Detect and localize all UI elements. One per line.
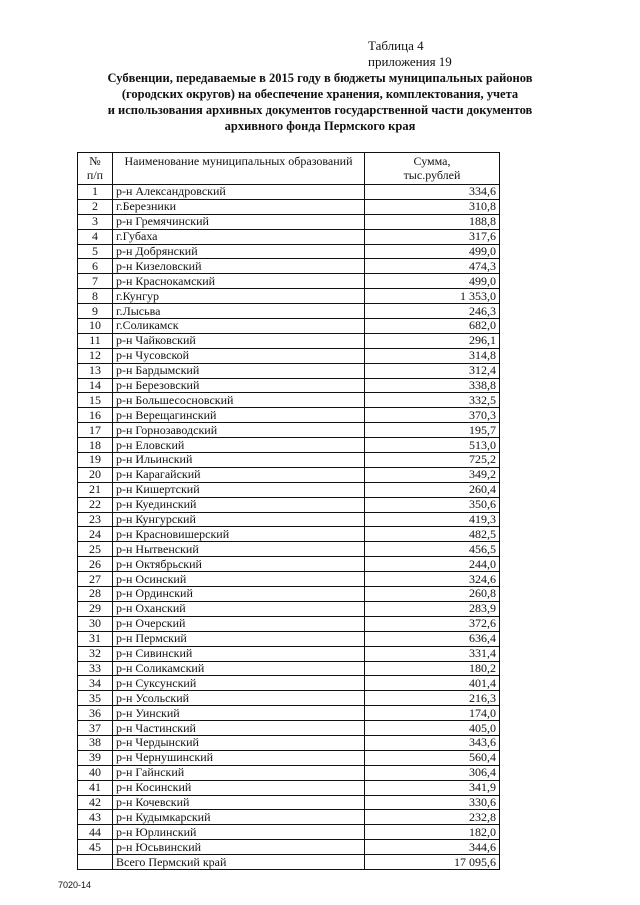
- row-municipality: р-н Юсьвинский: [113, 840, 365, 855]
- table-row: [78, 810, 500, 825]
- table-row: [78, 319, 500, 334]
- header-sum: [365, 153, 500, 185]
- row-sum: 419,3: [365, 512, 500, 527]
- row-number: 36: [78, 706, 113, 721]
- row-municipality: г.Березники: [113, 199, 365, 214]
- table-row: [78, 438, 500, 453]
- row-number: 44: [78, 825, 113, 840]
- table-row: [78, 527, 500, 542]
- title-line-2: (городских округов) на обеспечение хранения, комплектования, учета: [121, 87, 519, 101]
- table-header-row: [78, 153, 500, 185]
- row-sum: 350,6: [365, 497, 500, 512]
- table-row: [78, 631, 500, 646]
- table-row: [78, 214, 500, 229]
- row-municipality: р-н Кишертский: [113, 482, 365, 497]
- header-number: [78, 153, 113, 185]
- row-number: 33: [78, 661, 113, 676]
- row-sum: 401,4: [365, 676, 500, 691]
- row-municipality: р-н Еловский: [113, 438, 365, 453]
- row-number: 1: [78, 185, 113, 200]
- row-sum: 324,6: [365, 572, 500, 587]
- row-municipality: р-н Октябрьский: [113, 557, 365, 572]
- row-sum: 499,0: [365, 244, 500, 259]
- row-municipality: р-н Чернушинский: [113, 750, 365, 765]
- row-municipality: р-н Ординский: [113, 587, 365, 602]
- table-row: [78, 259, 500, 274]
- row-number: 9: [78, 304, 113, 319]
- row-sum: 310,8: [365, 199, 500, 214]
- row-sum: 283,9: [365, 601, 500, 616]
- table-row: [78, 393, 500, 408]
- row-municipality: г.Губаха: [113, 229, 365, 244]
- table-body: [78, 185, 500, 855]
- row-municipality: р-н Краснокамский: [113, 274, 365, 289]
- row-number: 41: [78, 780, 113, 795]
- table-row: [78, 646, 500, 661]
- row-number: 39: [78, 750, 113, 765]
- table-row: [78, 244, 500, 259]
- row-municipality: р-н Чайковский: [113, 333, 365, 348]
- row-sum: 306,4: [365, 765, 500, 780]
- row-municipality: р-н Сивинский: [113, 646, 365, 661]
- table-row: [78, 840, 500, 855]
- table-row: [78, 512, 500, 527]
- row-sum: 314,8: [365, 348, 500, 363]
- header-sum-unit: тыс.рублей: [403, 168, 461, 182]
- row-municipality: г.Соликамск: [113, 319, 365, 334]
- row-number: 23: [78, 512, 113, 527]
- row-municipality: р-н Частинский: [113, 721, 365, 736]
- row-municipality: р-н Нытвенский: [113, 542, 365, 557]
- row-number: 43: [78, 810, 113, 825]
- row-sum: 341,9: [365, 780, 500, 795]
- row-number: 27: [78, 572, 113, 587]
- row-sum: 332,5: [365, 393, 500, 408]
- row-municipality: р-н Кочевский: [113, 795, 365, 810]
- table-row: [78, 497, 500, 512]
- row-sum: 174,0: [365, 706, 500, 721]
- row-number: 3: [78, 214, 113, 229]
- row-number: 17: [78, 423, 113, 438]
- row-sum: 244,0: [365, 557, 500, 572]
- table-row: [78, 348, 500, 363]
- row-municipality: р-н Оханский: [113, 601, 365, 616]
- appendix-reference: приложения 19: [368, 54, 452, 69]
- row-municipality: р-н Карагайский: [113, 467, 365, 482]
- row-number: 37: [78, 721, 113, 736]
- row-municipality: р-н Гайнский: [113, 765, 365, 780]
- row-sum: 246,3: [365, 304, 500, 319]
- title-line-3: и использования архивных документов государственной части документов: [107, 103, 533, 117]
- table-row: [78, 557, 500, 572]
- header-name: Наименование муниципальных образований: [113, 153, 365, 185]
- row-number: 5: [78, 244, 113, 259]
- table-row: [78, 378, 500, 393]
- row-sum: 331,4: [365, 646, 500, 661]
- row-sum: 232,8: [365, 810, 500, 825]
- header-sum-label: Сумма,: [413, 154, 451, 168]
- row-sum: 334,6: [365, 185, 500, 200]
- row-number: 26: [78, 557, 113, 572]
- row-municipality: г.Кунгур: [113, 289, 365, 304]
- document-title: [60, 70, 580, 134]
- table-row: [78, 616, 500, 631]
- table-row: [78, 453, 500, 468]
- table-row: [78, 482, 500, 497]
- row-sum: 296,1: [365, 333, 500, 348]
- table-row: [78, 795, 500, 810]
- row-municipality: г.Лысьва: [113, 304, 365, 319]
- row-number: 28: [78, 587, 113, 602]
- row-number: 2: [78, 199, 113, 214]
- row-municipality: р-н Александровский: [113, 185, 365, 200]
- row-sum: 343,6: [365, 735, 500, 750]
- row-sum: 317,6: [365, 229, 500, 244]
- total-number-cell: [78, 855, 113, 870]
- row-municipality: р-н Чердынский: [113, 735, 365, 750]
- row-number: 22: [78, 497, 113, 512]
- row-municipality: р-н Осинский: [113, 572, 365, 587]
- row-number: 29: [78, 601, 113, 616]
- row-sum: 349,2: [365, 467, 500, 482]
- row-number: 45: [78, 840, 113, 855]
- row-sum: 370,3: [365, 408, 500, 423]
- row-number: 16: [78, 408, 113, 423]
- table-row: [78, 467, 500, 482]
- table-row: [78, 691, 500, 706]
- table-row: [78, 721, 500, 736]
- row-number: 34: [78, 676, 113, 691]
- row-number: 4: [78, 229, 113, 244]
- row-sum: 372,6: [365, 616, 500, 631]
- row-sum: 499,0: [365, 274, 500, 289]
- row-sum: 636,4: [365, 631, 500, 646]
- table-row: [78, 304, 500, 319]
- table-row: [78, 274, 500, 289]
- row-sum: 330,6: [365, 795, 500, 810]
- row-municipality: р-н Кудымкарский: [113, 810, 365, 825]
- table-row: [78, 825, 500, 840]
- table-row: [78, 661, 500, 676]
- row-number: 38: [78, 735, 113, 750]
- table-row: [78, 676, 500, 691]
- row-municipality: р-н Березовский: [113, 378, 365, 393]
- row-sum: 474,3: [365, 259, 500, 274]
- row-municipality: р-н Кизеловский: [113, 259, 365, 274]
- title-line-1: Субвенции, передаваемые в 2015 году в бюджеты муниципальных районов: [107, 71, 533, 85]
- row-municipality: р-н Пермский: [113, 631, 365, 646]
- row-sum: 482,5: [365, 527, 500, 542]
- row-municipality: р-н Верещагинский: [113, 408, 365, 423]
- row-number: 21: [78, 482, 113, 497]
- row-number: 24: [78, 527, 113, 542]
- table-row: [78, 601, 500, 616]
- row-sum: 338,8: [365, 378, 500, 393]
- table-number: Таблица 4: [368, 38, 424, 53]
- row-sum: 725,2: [365, 453, 500, 468]
- table-row: [78, 572, 500, 587]
- row-number: 20: [78, 467, 113, 482]
- table-row: [78, 363, 500, 378]
- row-sum: 513,0: [365, 438, 500, 453]
- row-municipality: р-н Усольский: [113, 691, 365, 706]
- title-line-4: архивного фонда Пермского края: [224, 119, 416, 133]
- table-row: [78, 542, 500, 557]
- row-sum: 260,8: [365, 587, 500, 602]
- table-row: [78, 780, 500, 795]
- table-row: [78, 423, 500, 438]
- table-row: [78, 199, 500, 214]
- row-municipality: р-н Ильинский: [113, 453, 365, 468]
- row-number: 6: [78, 259, 113, 274]
- row-sum: 560,4: [365, 750, 500, 765]
- row-sum: 405,0: [365, 721, 500, 736]
- row-number: 35: [78, 691, 113, 706]
- row-sum: 180,2: [365, 661, 500, 676]
- row-municipality: р-н Уинский: [113, 706, 365, 721]
- table-row: [78, 229, 500, 244]
- row-municipality: р-н Кунгурский: [113, 512, 365, 527]
- document-code: 7020-14: [58, 880, 92, 890]
- row-municipality: р-н Добрянский: [113, 244, 365, 259]
- row-municipality: р-н Гремячинский: [113, 214, 365, 229]
- row-municipality: р-н Косинский: [113, 780, 365, 795]
- row-number: 42: [78, 795, 113, 810]
- row-number: 18: [78, 438, 113, 453]
- row-sum: 344,6: [365, 840, 500, 855]
- row-sum: 188,8: [365, 214, 500, 229]
- row-sum: 260,4: [365, 482, 500, 497]
- table-row: [78, 185, 500, 200]
- row-number: 10: [78, 319, 113, 334]
- row-municipality: р-н Юрлинский: [113, 825, 365, 840]
- table-row: [78, 587, 500, 602]
- table-reference: [368, 38, 452, 70]
- row-municipality: р-н Горнозаводский: [113, 423, 365, 438]
- row-number: 32: [78, 646, 113, 661]
- total-row: [78, 855, 500, 870]
- row-sum: 456,5: [365, 542, 500, 557]
- row-municipality: р-н Соликамский: [113, 661, 365, 676]
- row-municipality: р-н Очерский: [113, 616, 365, 631]
- header-number-symbol: №: [89, 154, 101, 168]
- row-sum: 682,0: [365, 319, 500, 334]
- row-sum: 1 353,0: [365, 289, 500, 304]
- table-row: [78, 408, 500, 423]
- row-number: 12: [78, 348, 113, 363]
- row-municipality: р-н Большесосновский: [113, 393, 365, 408]
- row-number: 8: [78, 289, 113, 304]
- row-sum: 182,0: [365, 825, 500, 840]
- row-number: 11: [78, 333, 113, 348]
- row-municipality: р-н Чусовской: [113, 348, 365, 363]
- row-municipality: р-н Бардымский: [113, 363, 365, 378]
- table-row: [78, 735, 500, 750]
- row-number: 19: [78, 453, 113, 468]
- row-number: 14: [78, 378, 113, 393]
- row-number: 7: [78, 274, 113, 289]
- row-number: 40: [78, 765, 113, 780]
- row-municipality: р-н Красновишерский: [113, 527, 365, 542]
- total-label: Всего Пермский край: [113, 855, 365, 870]
- row-number: 30: [78, 616, 113, 631]
- row-number: 31: [78, 631, 113, 646]
- row-sum: 312,4: [365, 363, 500, 378]
- table-row: [78, 333, 500, 348]
- row-number: 13: [78, 363, 113, 378]
- table-row: [78, 750, 500, 765]
- row-municipality: р-н Куединский: [113, 497, 365, 512]
- row-number: 15: [78, 393, 113, 408]
- subventions-table: [77, 152, 500, 870]
- header-number-abbr: п/п: [86, 168, 104, 182]
- table-row: [78, 706, 500, 721]
- row-sum: 216,3: [365, 691, 500, 706]
- table-row: [78, 289, 500, 304]
- table-row: [78, 765, 500, 780]
- total-sum: 17 095,6: [365, 855, 500, 870]
- row-sum: 195,7: [365, 423, 500, 438]
- row-municipality: р-н Суксунский: [113, 676, 365, 691]
- row-number: 25: [78, 542, 113, 557]
